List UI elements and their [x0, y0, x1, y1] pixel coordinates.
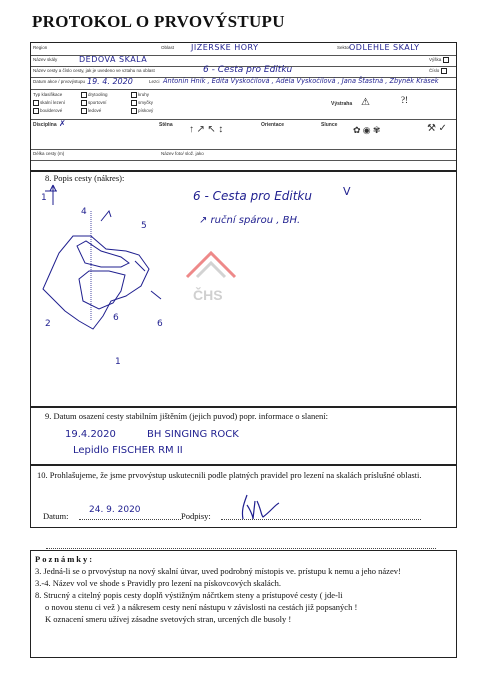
- date-signed-label: Datum:: [43, 511, 69, 521]
- disc-opt-3: drytooling: [81, 92, 108, 98]
- type-row: [31, 89, 456, 120]
- note-8c: K oznacení smeru užívej zásadne svetových stran, urcených dle busoly !: [45, 614, 292, 624]
- discipline-label: Disciplína: [33, 122, 57, 128]
- protect-opt-1: kruhy: [131, 92, 149, 98]
- note-8b: o novou stenu ci vež ) a nákresem cesty není nástupu v závislosti na cestách již popsaných !: [45, 602, 358, 612]
- sun-label: Slunce: [321, 122, 338, 128]
- route-value: 6 - Cesta pro Editku: [203, 65, 293, 75]
- sketch-label-6a: 6: [113, 313, 119, 323]
- tool-icons: ⚒ ✓: [427, 123, 447, 134]
- page-title: PROTOKOL O PRVOVÝSTUPU: [32, 12, 285, 31]
- section-9-glue: Lepidlo FISCHER RM II: [73, 445, 183, 456]
- question-icon: ?!: [401, 95, 408, 105]
- signature-label: Podpisy:: [181, 511, 211, 521]
- header-form: [30, 42, 457, 172]
- section-10-text: 10. Prohlašujeme, že jsme prvovýstup uskutecnili podle platných pravidel pro lezení na skalách príslušné oblasti.: [37, 470, 422, 480]
- signature-image: [231, 491, 291, 521]
- disc-opt-4: sportovní: [81, 100, 107, 106]
- section-9-heading: 9. Datum osazení cesty stabilním jištěním (jejich puvod) popr. informace o slanení:: [45, 411, 329, 421]
- region-label: Region: [33, 45, 48, 50]
- note-3: 3. Jedná-li se o prvovýstup na nový skalní útvar, uved podrobný místopis ve. prístupu k nemu a jeho název!: [35, 566, 401, 576]
- sketch-label-6b: 6: [157, 319, 163, 329]
- discipline-check-icon: ✗: [59, 119, 66, 128]
- section-8: [30, 170, 457, 408]
- section-9-date: 19.4.2020: [65, 429, 116, 440]
- check-label-2: Číslo: [429, 68, 448, 74]
- date-label: Datum akce / prvovýstupu: [33, 79, 86, 84]
- notes-section: [30, 550, 457, 658]
- wall-label: Stěna: [159, 122, 173, 128]
- section-9: [30, 406, 457, 466]
- sketch-label-4: 4: [81, 207, 87, 217]
- section-8-heading: 8. Popis cesty (nákres):: [45, 173, 125, 183]
- disc-opt-1: skalní lezení: [33, 100, 65, 106]
- tower-value: DEDOVA SKALA: [79, 55, 148, 64]
- note-8a: 8. Strucný a citelný popis cesty doplň výstižným náčrtkem steny a prístupové cesty ( jde-li: [35, 590, 343, 600]
- sketch-label-2: 2: [45, 319, 51, 329]
- discipline-row: [31, 119, 456, 150]
- oblast-label: Oblast: [161, 45, 175, 50]
- chs-logo-text: ČHS: [193, 287, 223, 303]
- length-label: Délka cesty (m): [33, 151, 65, 156]
- disc-opt-5: ledové: [81, 108, 101, 114]
- sector-value: ODLEHLE SKALY: [349, 43, 420, 52]
- notes-heading: Poznámky:: [35, 554, 95, 564]
- sketch-label-5: 5: [141, 221, 147, 231]
- note-3-4: 3.-4. Název vol ve shode s Pravidly pro lezení na pískovcových skalách.: [35, 578, 281, 588]
- warning-icon: ⚠: [361, 97, 370, 108]
- route-label: Název cesty a číslo cesty, jak je uvedeno ve vztahu na oblast: [33, 68, 155, 73]
- sketch-route-name: 6 - Cesta pro Editku: [193, 189, 312, 203]
- climbers-value: Antonín Hník , Edita Vyskočilová , Adéla Vyskočilová , Jana Šťastná , Zbyněk Krásek: [163, 77, 439, 85]
- sketch-label-1: 1: [41, 193, 47, 203]
- date-value: 19. 4. 2020: [87, 77, 133, 86]
- blank-line: [46, 548, 436, 549]
- date-signed-value: 24. 9. 2020: [89, 505, 141, 515]
- photo-label: Název foto/ slož. jako: [161, 151, 204, 156]
- chs-logo: [181, 247, 241, 287]
- sketch-label-1b: 1: [115, 357, 121, 367]
- protect-opt-3: pískový: [131, 108, 153, 114]
- check-label: Výška: [429, 57, 450, 63]
- section-10: [30, 464, 457, 528]
- route-sketch: [31, 171, 456, 407]
- type-label: Typ klasifikace: [33, 92, 63, 97]
- orientation-label: Orientace: [261, 122, 285, 128]
- sketch-grade: V: [343, 185, 351, 198]
- vystraha-label: Výstraha: [331, 101, 353, 107]
- protect-opt-2: smyčky: [131, 100, 153, 106]
- date-line: [79, 519, 181, 520]
- length-row: [31, 149, 456, 161]
- sketch-desc: ↗ ruční spárou , BH.: [199, 215, 301, 226]
- disc-opt-2: boulderové: [33, 108, 62, 114]
- climbers-label: Lezci: [149, 79, 160, 84]
- sun-icons: ✿ ◉ ✾: [353, 125, 381, 135]
- sector-label: Sektor: [337, 45, 351, 50]
- oblast-value: JIZERSKE HORY: [191, 43, 259, 52]
- section-9-bolts: BH SINGING ROCK: [147, 429, 239, 440]
- wall-icons: ↑ ↗ ↖ ↕: [189, 124, 224, 135]
- tower-label: Název skály: [33, 57, 58, 62]
